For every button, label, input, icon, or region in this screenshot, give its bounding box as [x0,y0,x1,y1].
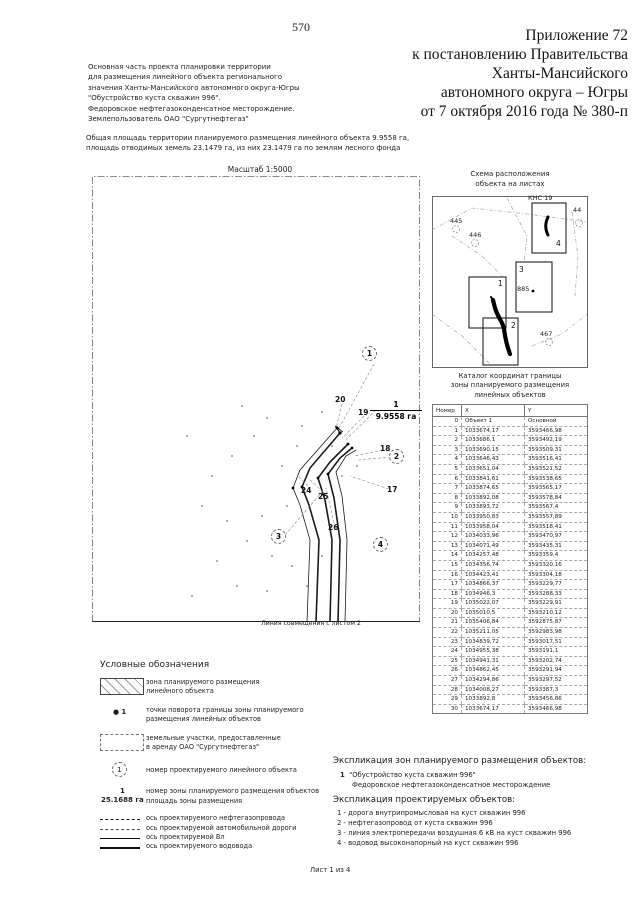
cell-y: 3593538,65 [525,474,588,484]
zone-area-label [370,400,422,421]
object-item: 3 - линия электропередачи воздушная 6 кВ на куст скважин 996 [337,829,572,837]
cell-number: 10 [433,512,462,522]
explication-zone-item [340,770,550,790]
vertex-markers [292,426,354,489]
cell-y: 3593567,4 [525,503,588,513]
table-row [433,608,588,618]
zone-number: 1 [370,400,422,411]
cell-x: 1034033,96 [462,532,525,542]
cell-x: 1033646,43 [462,455,525,465]
cell-x: Объект 1 [462,417,525,427]
cell-number: 26 [433,666,462,676]
sheet-location-scheme [432,196,588,368]
table-row [433,426,588,436]
cell-x: 1033874,65 [462,484,525,494]
legend-zone-area-label: площадь зоны размещения [146,797,243,805]
cell-number: 14 [433,551,462,561]
cell-x: 1034839,72 [462,637,525,647]
cell-y: 3593191,1 [525,647,588,657]
cell-y: 3593492,19 [525,436,588,446]
cell-x: 1033893,72 [462,503,525,513]
table-row [433,637,588,647]
pipeline-corridor [293,426,356,622]
cell-number: 30 [433,704,462,714]
appendix-line: от 7 октября 2016 года № 380-п [420,103,628,120]
cell-number: 15 [433,560,462,570]
object-number-badge: 3 [271,529,286,544]
cell-y: 3593288,33 [525,589,588,599]
appendix-line: Приложение 72 [525,27,628,44]
cell-x: 1035022,07 [462,599,525,609]
legend-axis-label: ось проектируемого водовода [146,842,253,850]
table-row [433,599,588,609]
cell-y: 3593304,18 [525,570,588,580]
point-label: 20 [335,395,346,404]
cell-x: 1033892,8 [462,695,525,705]
table-row [433,618,588,628]
cell-number: 3 [433,445,462,455]
cell-y: Основной [525,417,588,427]
table-row [433,666,588,676]
table-row [433,551,588,561]
cell-number: 16 [433,570,462,580]
page-number: 570 [292,20,310,34]
table-row [433,532,588,542]
scheme-title-line: объекта на листах [475,179,545,188]
table-row [433,541,588,551]
powerline-axis-symbol [100,838,140,839]
scheme-title [432,170,588,189]
project-line: для размещения линейного объекта регионального [88,73,282,82]
area-note-line: площадь отводимых земель 23.1479 га, из них 23.1479 га по землям лесного фонда [86,144,401,153]
cell-y: 3592875,87 [525,618,588,628]
cell-x: 1033841,61 [462,474,525,484]
cell-y: 3593521,52 [525,464,588,474]
table-row [433,647,588,657]
object-number-badge: 1 [362,346,377,361]
cell-x: 1034071,49 [462,541,525,551]
road-axis-symbol [100,829,140,830]
point-label: 18 [380,444,391,453]
cell-number: 20 [433,608,462,618]
cell-x: 1034862,45 [462,666,525,676]
table-row [433,676,588,686]
object-number-badge: 4 [373,537,388,552]
legend-line: размещения линейных объектов [146,715,261,724]
scheme-sheet-number: 2 [511,321,516,330]
cell-x: 1033958,04 [462,522,525,532]
catalog-title-line: Каталог координат границы [458,372,562,380]
cell-y: 3593202,74 [525,656,588,666]
parcel-symbol [100,734,144,751]
cell-number: 12 [433,532,462,542]
cell-y: 3593578,84 [525,493,588,503]
cell-x: 1034294,86 [462,676,525,686]
cell-x: 1034941,31 [462,656,525,666]
turning-point-number: 1 [121,708,127,716]
cell-number: 5 [433,464,462,474]
legend-parcels-label [146,734,281,753]
table-row [433,445,588,455]
scheme-sheet-number: 1 [498,279,503,288]
cell-y: 3593470,97 [525,532,588,542]
match-line-label: Линия совмещения с листом 2 [261,620,361,627]
scheme-label-445: 445 [450,217,463,225]
scheme-label-447: 44 [573,206,582,214]
zone-number-symbol: 1 [120,787,125,795]
cell-y: 3593456,86 [525,695,588,705]
cell-number: 8 [433,493,462,503]
catalog-title [432,372,588,400]
table-row [433,474,588,484]
cell-number: 1 [433,426,462,436]
cell-x: 1034356,74 [462,560,525,570]
cell-x: 1035406,84 [462,618,525,628]
project-line: Федоровское нефтегазоконденсатное месторождение. [88,104,295,113]
object-item: 4 - водовод высоконапорный на куст скважин 996 [337,839,519,847]
table-row [433,464,588,474]
cell-y: 3593387,3 [525,685,588,695]
table-row [433,484,588,494]
appendix-header [308,26,628,121]
zone-area-symbol: 25.1688 га [101,796,144,804]
cell-number: 28 [433,685,462,695]
cell-x: 1033651,04 [462,464,525,474]
scheme-sheet-number: 3 [519,265,524,274]
area-note [86,133,409,154]
table-row [433,522,588,532]
cell-y: 3593229,77 [525,580,588,590]
cell-x: 1034257,48 [462,551,525,561]
cell-x: 1033674,17 [462,426,525,436]
cell-number: 18 [433,589,462,599]
column-header-y: Y [525,405,588,417]
object-item: 1 - дорога внутрипромысловая на куст скважин 996 [337,809,526,817]
cell-x: 1034946,3 [462,589,525,599]
cell-y: 3593466,98 [525,426,588,436]
cell-y: 3593210,12 [525,608,588,618]
cell-number: 13 [433,541,462,551]
catalog-title-line: линейных объектов [474,390,546,399]
cell-y: 3593017,51 [525,637,588,647]
turning-point-symbol: ● 1 [113,708,127,716]
cell-number: 24 [433,647,462,657]
zone-item-line: Федоровское нефтегазоконденсатное месторождение [352,781,551,789]
cell-number: 0 [433,417,462,427]
cell-number: 25 [433,656,462,666]
legend-line: зона планируемого размещения [146,678,260,686]
cell-number: 19 [433,599,462,609]
cell-number: 6 [433,474,462,484]
cell-x: 1034423,41 [462,570,525,580]
legend-line: земельные участки, предоставленные [146,734,281,742]
scheme-label-kns: КНС 19 [528,194,553,202]
zone-hatch-symbol [100,678,144,695]
explication-object-items [337,808,571,848]
point-label: 17 [387,485,398,494]
point-label: 19 [358,408,369,417]
cell-x: 1034866,37 [462,580,525,590]
cell-number: 9 [433,503,462,513]
cell-number: 23 [433,637,462,647]
cell-y: 3593565,17 [525,484,588,494]
project-line: Основная часть проекта планировки территории [88,63,271,71]
appendix-line: к постановлению Правительства [412,46,628,63]
cell-number: 11 [433,522,462,532]
table-row [433,704,588,714]
legend-axis-label: ось проектируемой Вл [146,833,225,841]
table-row [433,455,588,465]
cell-number: 22 [433,628,462,638]
cell-y: 3593291,94 [525,666,588,676]
table-row [433,512,588,522]
explication-objects-title: Экспликация проектируемых объектов: [333,795,516,805]
object-number-symbol: 1 [112,762,127,777]
scheme-label-467: 467 [540,330,553,338]
project-line: значения Ханты-Мансийского автономного округа-Югры [88,83,300,92]
scheme-label-885: 885 [517,285,530,293]
legend-zone-number-label: номер зоны планируемого размещения объектов [146,787,319,795]
point-label: 26 [328,523,339,532]
cell-y: 3593518,41 [525,522,588,532]
table-row [433,570,588,580]
cell-number: 27 [433,676,462,686]
zone-item-number: 1 [340,771,345,779]
cell-number: 17 [433,580,462,590]
legend-object-number-label: номер проектируемого линейного объекта [146,766,297,774]
table-row [433,695,588,705]
object-item: 2 - нефтегазопровод от куста скважин 996 [337,819,493,827]
cell-y: 3593229,91 [525,599,588,609]
cell-number: 4 [433,455,462,465]
cell-number: 21 [433,618,462,628]
cell-number: 7 [433,484,462,494]
cell-x: 1033686,1 [462,436,525,446]
table-row [433,503,588,513]
legend-zone-label [146,678,260,697]
table-row [433,560,588,570]
scheme-title-line: Схема расположения [470,170,550,178]
column-header-x: X [462,405,525,417]
cell-y: 3593435,31 [525,541,588,551]
cell-x: 1033674,17 [462,704,525,714]
scheme-label-446: 446 [469,231,482,239]
table-row [433,628,588,638]
table-header-row [433,405,588,417]
table-row [433,436,588,446]
catalog-title-line: зоны планируемого размещения [450,381,570,390]
zone-item-line: "Обустройство куста скважин 996" [349,771,476,779]
cell-x: 1033690,15 [462,445,525,455]
cell-y: 3593297,52 [525,676,588,686]
cell-x: 1033950,83 [462,512,525,522]
table-row [433,493,588,503]
map-scale-label: Масштаб 1:5000 [227,165,293,174]
appendix-line: Ханты-Мансийского [491,65,628,82]
water-pipeline-axis-symbol [100,847,140,849]
zone-area: 9.9558 га [375,412,417,421]
cell-y: 3593557,89 [525,512,588,522]
table-row [433,656,588,666]
project-description [88,62,300,124]
cell-y: 3593359,4 [525,551,588,561]
cell-y: 3593466,98 [525,704,588,714]
sheet-footer: Лист 1 из 4 [310,866,351,874]
table-row [433,589,588,599]
legend-axis-label: ось проектируемого нефтегазопровода [146,814,286,822]
appendix-line: автономного округа – Югры [440,84,628,101]
project-line: "Обустройство куста скважин 996". [88,94,221,103]
table-body [433,417,588,714]
cell-y: 3593516,41 [525,455,588,465]
object-number-badge: 2 [389,449,404,464]
cell-x: 1034955,38 [462,647,525,657]
cell-x: 1035211,05 [462,628,525,638]
explication-zones-title: Экспликация зон планируемого размещения объектов: [333,756,587,766]
legend-line: в аренду ОАО "Сургутнефтегаз" [146,743,259,752]
legend-points-label [146,706,304,725]
table-row [433,417,588,427]
cell-x: 1034008,27 [462,685,525,695]
sheet-rectangles [469,203,566,365]
coordinates-table [432,404,588,714]
legend-axis-label: ось проектируемой автомобильной дороги [146,824,297,832]
site-plan-map [92,176,420,627]
table-row [433,685,588,695]
point-label: 24 [301,486,312,495]
column-header-number: Номер [433,405,462,417]
cell-x: 1035010,5 [462,608,525,618]
cell-x: 1033892,08 [462,493,525,503]
area-note-line: Общая площадь территории планируемого размещения линейного объекта 9.9558 га, [86,134,410,142]
point-label: 25 [318,492,329,501]
table-row [433,580,588,590]
project-line: Землепользователь ОАО "Сургутнефтегаз" [88,115,249,124]
legend-line: линейного объекта [146,687,214,696]
cell-number: 29 [433,695,462,705]
legend-title: Условные обозначения [100,660,210,670]
legend-line: точки поворота границы зоны планируемого [146,706,304,714]
cell-y: 3592983,98 [525,628,588,638]
map-drawing [92,176,420,622]
scheme-sheet-number: 4 [556,239,561,248]
cell-number: 2 [433,436,462,446]
oil-pipeline-axis-symbol [100,819,140,820]
cell-y: 3593320,16 [525,560,588,570]
cell-y: 3593509,31 [525,445,588,455]
